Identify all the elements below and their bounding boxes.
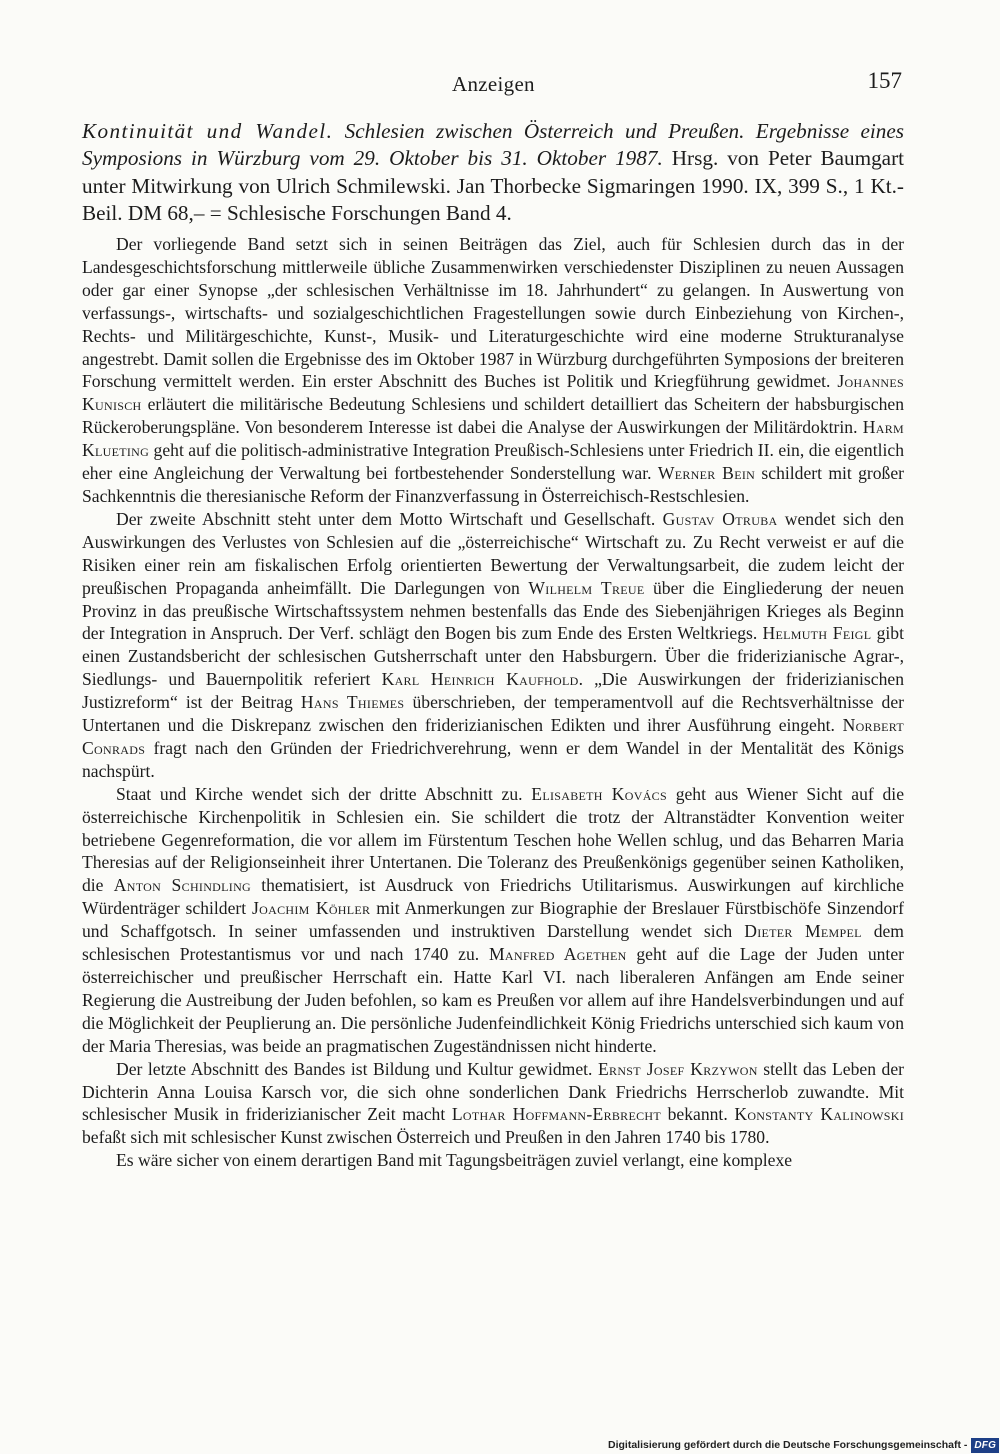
paragraph-text: Staat und Kirche wendet sich der dritte Abschnitt zu. <box>116 783 532 804</box>
paragraph <box>82 508 904 783</box>
author-name: Lothar Hoffmann-Erbrecht <box>451 1104 662 1125</box>
paragraph-text: thematisiert, ist Ausdruck von Friedrichs Utilitarismus. Auswirkungen auf kirchliche Würdenträger schildert <box>82 875 904 919</box>
paragraph-text: über die Eingliederung der neuen Provinz in das preußische Wirtschaftssystem nehmen bestenfalls das Ende des Siebenjährigen Krieges als Beginn der Integration in Anspruch. Der Verf. schlägt den Bogen bis zum Ende des Ersten Weltkriegs. <box>82 577 904 644</box>
paragraph-text: überschrieben, der temperamentvoll auf die Rechtsverhältnisse der Untertanen und die Diskrepanz zwischen den friderizianischen Edikten und ihrer Ausführung eingeht. <box>82 692 904 736</box>
paragraph <box>82 783 904 1058</box>
author-name: Konstanty Kalinowski <box>734 1104 905 1125</box>
reference-lead: Kontinuität und Wandel. <box>82 119 334 143</box>
author-name: Harm Klueting <box>82 417 904 461</box>
author-name: Johannes Kunisch <box>82 371 904 415</box>
paragraph-text: Der letzte Abschnitt des Bandes ist Bildung und Kultur gewidmet. <box>116 1058 598 1079</box>
author-name: Anton Schindling <box>113 875 252 896</box>
author-name: Karl Heinrich Kaufhold <box>381 669 579 690</box>
paragraph-text: befaßt sich mit schlesischer Kunst zwischen Österreich und Preußen in den Jahren 1740 bis 1780. <box>82 1127 770 1148</box>
reference-title: Schlesien zwischen Österreich und Preußen. Ergebnisse eines Symposions in Würzburg vom 29. Oktober bis 31. Oktober 1987. <box>82 119 904 171</box>
paragraph-text: Der zweite Abschnitt steht unter dem Motto Wirtschaft und Gesellschaft. <box>116 508 663 529</box>
author-name: Hans Thiemes <box>300 692 405 713</box>
author-name: Wilhelm Treue <box>528 577 645 598</box>
author-name: Gustav Otruba <box>662 508 778 529</box>
paragraph <box>82 233 904 508</box>
reference-details: Hrsg. von Peter Baumgart unter Mitwirkung von Ulrich Schmilewski. Jan Thorbecke Sigmaringen 1990. IX, 399 S., 1 Kt.-Beil. DM 68,– = Schlesische Forschungen Band 4. <box>82 146 905 226</box>
author-name: Manfred Agethen <box>488 944 627 965</box>
author-name: Joachim Köhler <box>252 898 371 919</box>
paragraph-text: dem schlesischen Protestantismus vor und nach 1740 zu. <box>82 921 904 965</box>
author-name: Ernst Josef Krzywon <box>597 1058 758 1079</box>
digitization-footer <box>608 1437 999 1453</box>
paragraph-text: wendet sich den Auswirkungen des Verlustes von Schlesien auf die „österreichische“ Wirtschaft zu. Zu Recht verweist er auf die Risiken einer rein am fiskalischen Erfolg orientierten Bewertung der Verwaltungsarbeit, die zudem leicht der preußischen Propaganda anheimfällt. Die Darlegungen von <box>82 508 904 598</box>
paragraph-text: mit Anmerkungen zur Biographie der Breslauer Fürstbischöfe Sinzendorf und Schaffgotsch. In seiner umfassenden und instruktiven Darstellung wendet sich <box>82 898 904 942</box>
paragraph-text: fragt nach den Gründen der Friedrichverehrung, wenn er dem Wandel in der Mentalität des Königs nachspürt. <box>82 737 904 781</box>
page-header <box>0 68 1000 102</box>
paragraph-text: schildert mit großer Sachkenntnis die theresianische Reform der Finanzverfassung in Österreichisch-Restschlesien. <box>82 463 905 506</box>
paragraph-text: . „Die Auswirkungen der friderizianischen Justizreform“ ist der Beitrag <box>82 669 904 713</box>
paragraph-text: stellt das Leben der Dichterin Anna Louisa Karsch vor, die sich ohne sonderlichen Dank Friedrichs Herrscherlob zuwandte. Mit schlesischer Musik in friderizianischer Zeit macht <box>82 1058 904 1125</box>
footer-text: Digitalisierung gefördert durch die Deutsche Forschungsgemeinschaft - <box>608 1439 968 1451</box>
paragraph-text: erläutert die militärische Bedeutung Schlesiens und schildert detailliert das Scheitern der habsburgischen Rückeroberungspläne. Von besonderem Interesse ist dabei die Analyse der Auswirkungen der Militärdoktrin. <box>82 394 904 438</box>
author-name: Elisabeth Kovács <box>531 783 667 804</box>
paragraph-text: gibt einen Zustandsbericht der schlesischen Gutsherrschaft unter den Habsburgern. Über die friderizianische Agrar-, Siedlungs- und Bauernpolitik referiert <box>82 623 904 690</box>
paragraph-text: Es wäre sicher von einem derartigen Band mit Tagungsbeiträgen zuviel verlangt, eine komplexe <box>116 1150 793 1171</box>
running-head: Anzeigen <box>452 72 535 96</box>
paragraph <box>82 1149 904 1172</box>
author-name: Norbert Conrads <box>82 715 904 758</box>
paragraph-text: geht aus Wiener Sicht auf die österreichische Kirchenpolitik in Schlesien ein. Sie schildert die trotz der Altranstädter Konvention weiter betriebene Gegenreformation, die vor allem im Fürstentum Teschen hohe Wellen schlug, und das Beharren Maria Theresias auf der Religionseinheit ihrer Untertanen. Die Toleranz des Preußenkönigs gegenüber seinen Katholiken, die <box>82 783 904 896</box>
paragraph-text: Der vorliegende Band setzt sich in seinen Beiträgen das Ziel, auch für Schlesien durch das in der Landesgeschichtsforschung mittlerweile übliche Zusammenwirken verschiedenster Disziplinen zu neuen Aussagen oder gar einer Synopse „der schlesischen Verhältnisse im 18. Jahrhundert“ zu gelangen. In Auswertung von verfassungs-, wirtschafts- und sozialgeschichtlichen Fragestellungen sowie durch Einbeziehung von Kirchen-, Rechts- und Militärgeschichte, Kunst-, Musik- und Literaturgeschichte wird eine moderne Strukturanalyse angestrebt. Damit sollen die Ergebnisse des im Oktober 1987 in Würzburg durchgeführten Symposions der breiteren Forschung vermittelt werden. Ein erster Abschnitt des Buches ist Politik und Kriegführung gewidmet. <box>82 234 904 392</box>
paragraph-text: bekannt. <box>661 1104 735 1125</box>
dfg-logo: DFG <box>971 1438 999 1453</box>
page-number: 157 <box>867 68 902 93</box>
author-name: Werner Bein <box>657 463 756 484</box>
review-body <box>82 233 904 1172</box>
paragraph-text: geht auf die Lage der Juden unter österreichischer und preußischer Herrschaft ein. Hatte Karl VI. nach liberaleren Anfängen am Ende seiner Regierung die Austreibung der Juden befohlen, so kam es Preußen vor allem auf ihre Handelsverbindungen und auf die Möglichkeit der Peuplierung an. Die persönliche Judenfeindlichkeit König Friedrichs unterschied sich kaum von der Maria Theresias, was beide an pragmatischen Zugeständnissen nicht hinderte. <box>82 944 904 1056</box>
author-name: Helmuth Feigl <box>762 623 872 644</box>
paragraph-text: geht auf die politisch-administrative Integration Preußisch-Schlesiens unter Friedrich II. ein, die eigentlich eher eine Angleichung der Verwaltung bei fortbestehender Sonderstellung war. <box>82 440 904 484</box>
paragraph <box>82 1058 904 1150</box>
bibliographic-reference <box>82 118 904 228</box>
author-name: Dieter Mempel <box>744 921 862 942</box>
